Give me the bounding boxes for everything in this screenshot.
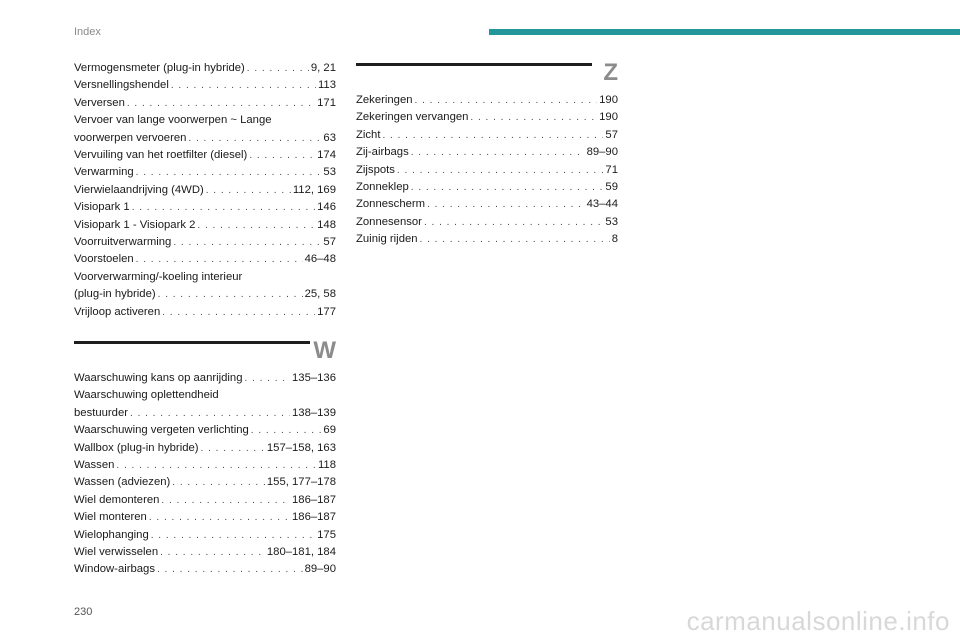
dot-leader bbox=[157, 561, 303, 578]
dot-leader bbox=[132, 199, 315, 216]
index-entry-pages: 53 bbox=[605, 215, 618, 228]
index-entry-pages: 118 bbox=[317, 459, 336, 472]
index-entry[interactable] bbox=[356, 92, 618, 109]
index-entry-label: Visiopark 1 - Visiopark 2 bbox=[74, 218, 196, 231]
index-entry-label: Zonnescherm bbox=[356, 198, 426, 211]
index-column-z bbox=[356, 60, 618, 249]
index-entry[interactable] bbox=[74, 234, 336, 251]
dot-leader bbox=[424, 214, 603, 231]
index-entry-pages: 175 bbox=[317, 528, 336, 541]
index-entry-label: Vervuiling van het roetfilter (diesel) bbox=[74, 149, 248, 162]
index-entry[interactable] bbox=[74, 492, 336, 509]
index-column-v bbox=[74, 60, 336, 321]
index-entry[interactable] bbox=[74, 527, 336, 544]
index-entry-label: Zijspots bbox=[356, 163, 395, 176]
index-entry-pages: 148 bbox=[317, 218, 336, 231]
index-entry-label: Waarschuwing vergeten verlichting bbox=[74, 424, 249, 437]
index-entry[interactable] bbox=[74, 509, 336, 526]
index-entry-label: Verversen bbox=[74, 96, 125, 109]
index-entry[interactable] bbox=[74, 457, 336, 474]
index-entry[interactable] bbox=[74, 387, 336, 422]
index-entry[interactable] bbox=[74, 269, 336, 304]
index-entry-pages: 174 bbox=[317, 149, 336, 162]
section-letter: Z bbox=[603, 59, 618, 86]
dot-leader bbox=[249, 147, 315, 164]
section-rule bbox=[74, 341, 310, 344]
index-entry-label: bestuurder bbox=[74, 406, 129, 419]
index-entry[interactable] bbox=[356, 109, 618, 126]
index-entry-pages: 53 bbox=[323, 166, 336, 179]
index-entry[interactable] bbox=[74, 561, 336, 578]
dot-leader bbox=[206, 182, 291, 199]
index-entry-label: Window-airbags bbox=[74, 563, 155, 576]
index-entry-pages: 8 bbox=[611, 233, 618, 246]
page-number: 230 bbox=[74, 606, 93, 618]
index-entry[interactable] bbox=[356, 231, 618, 248]
dot-leader bbox=[470, 109, 597, 126]
section-letter: W bbox=[313, 337, 336, 364]
index-entry[interactable] bbox=[74, 304, 336, 321]
index-entry-label: Wiel demonteren bbox=[74, 493, 160, 506]
index-entry-pages: 138–139 bbox=[292, 406, 336, 419]
dot-leader bbox=[172, 474, 265, 491]
index-entry-pages: 25, 58 bbox=[304, 288, 336, 301]
index-entry-pages: 157–158, 163 bbox=[266, 441, 336, 454]
index-entry[interactable] bbox=[74, 544, 336, 561]
dot-leader bbox=[245, 370, 291, 387]
index-entry-pages: 186–187 bbox=[292, 493, 336, 506]
dot-leader bbox=[127, 95, 315, 112]
index-entry[interactable] bbox=[74, 440, 336, 457]
header-title: Index bbox=[74, 26, 101, 38]
index-entry-pages: 89–90 bbox=[586, 146, 618, 159]
index-entry[interactable] bbox=[356, 196, 618, 213]
section-rule bbox=[356, 63, 592, 66]
dot-leader bbox=[130, 405, 290, 422]
dot-leader bbox=[427, 196, 585, 213]
index-entry-label: Verwarming bbox=[74, 166, 134, 179]
index-entry[interactable] bbox=[356, 127, 618, 144]
dot-leader bbox=[162, 304, 315, 321]
index-entry-label: Wallbox (plug-in hybride) bbox=[74, 441, 199, 454]
index-entry-label: Zonnesensor bbox=[356, 215, 422, 228]
index-entry-pages: 171 bbox=[317, 96, 336, 109]
section-header bbox=[356, 60, 618, 92]
dot-leader bbox=[411, 144, 585, 161]
dot-leader bbox=[136, 251, 303, 268]
index-entry-label: Wiel monteren bbox=[74, 511, 147, 524]
index-entry-pages: 43–44 bbox=[586, 198, 618, 211]
index-entry-label: Voorruitverwarming bbox=[74, 236, 172, 249]
index-entry-pages: 190 bbox=[599, 94, 618, 106]
index-entry-pages: 146 bbox=[317, 201, 336, 214]
index-entry-pages: 190 bbox=[599, 111, 618, 124]
index-entry-pages: 63 bbox=[323, 131, 336, 144]
index-entry-label: Voorstoelen bbox=[74, 253, 134, 266]
dot-leader bbox=[158, 286, 303, 303]
index-entry-label: (plug-in hybride) bbox=[74, 288, 156, 301]
index-entry-label-line1: Waarschuwing oplettendheid bbox=[74, 389, 219, 402]
dot-leader bbox=[173, 234, 321, 251]
index-entry-label: Zekeringen bbox=[356, 94, 413, 106]
index-entry[interactable] bbox=[74, 199, 336, 216]
index-entry[interactable] bbox=[74, 60, 336, 77]
index-entry[interactable] bbox=[74, 95, 336, 112]
dot-leader bbox=[151, 527, 315, 544]
dot-leader bbox=[397, 162, 604, 179]
dot-leader bbox=[116, 457, 316, 474]
index-entry-pages: 89–90 bbox=[304, 563, 336, 576]
dot-leader bbox=[415, 92, 598, 109]
watermark: carmanualsonline.info bbox=[686, 606, 950, 636]
index-entry-label: Wassen bbox=[74, 459, 115, 472]
index-entry-pages: 180–181, 184 bbox=[266, 546, 336, 559]
index-entry-pages: 59 bbox=[605, 181, 618, 194]
dot-leader bbox=[160, 544, 265, 561]
dot-leader bbox=[251, 422, 322, 439]
index-entry-pages: 135–136 bbox=[292, 372, 336, 384]
index-entry-pages: 46–48 bbox=[304, 253, 336, 266]
dot-leader bbox=[188, 130, 321, 147]
index-entry[interactable] bbox=[356, 144, 618, 161]
dot-leader bbox=[247, 60, 309, 77]
index-entry[interactable] bbox=[74, 147, 336, 164]
dot-leader bbox=[171, 77, 316, 94]
index-entry-pages: 69 bbox=[323, 424, 336, 437]
index-entry-label: Vierwielaandrijving (4WD) bbox=[74, 183, 204, 196]
index-entry-pages: 112, 169 bbox=[292, 183, 336, 196]
index-entry-label: Zicht bbox=[356, 128, 381, 141]
index-entry-label-line1: Voorverwarming/-koeling interieur bbox=[74, 270, 243, 283]
header-accent-bar bbox=[489, 29, 960, 35]
index-entry[interactable] bbox=[356, 162, 618, 179]
dot-leader bbox=[382, 127, 603, 144]
index-entry[interactable] bbox=[74, 112, 336, 147]
index-entry[interactable] bbox=[74, 370, 336, 387]
index-entry-label: Visiopark 1 bbox=[74, 201, 130, 214]
index-entry-label: Zuinig rijden bbox=[356, 233, 418, 246]
index-entry[interactable] bbox=[74, 217, 336, 234]
index-entry-pages: 113 bbox=[317, 79, 336, 92]
index-entry-pages: 155, 177–178 bbox=[266, 476, 336, 489]
index-column-w bbox=[74, 338, 336, 579]
index-entry-pages: 9, 21 bbox=[310, 62, 336, 74]
dot-leader bbox=[420, 231, 610, 248]
dot-leader bbox=[411, 179, 604, 196]
index-entry[interactable] bbox=[74, 251, 336, 268]
index-entry[interactable] bbox=[74, 77, 336, 94]
section-header bbox=[74, 338, 336, 370]
dot-leader bbox=[201, 440, 265, 457]
index-entry-pages: 71 bbox=[605, 163, 618, 176]
index-entry[interactable] bbox=[74, 182, 336, 199]
index-entry-label: Wassen (adviezen) bbox=[74, 476, 171, 489]
index-entry-label: Waarschuwing kans op aanrijding bbox=[74, 372, 243, 384]
index-entry-label: Zonneklep bbox=[356, 181, 409, 194]
dot-leader bbox=[161, 492, 290, 509]
index-entry-label: Versnellingshendel bbox=[74, 79, 169, 92]
index-entry[interactable] bbox=[356, 179, 618, 196]
index-entry-label: Zij-airbags bbox=[356, 146, 409, 159]
dot-leader bbox=[136, 164, 322, 181]
index-entry-label: Vermogensmeter (plug-in hybride) bbox=[74, 62, 245, 74]
index-entry-label: Vrijloop activeren bbox=[74, 305, 161, 318]
index-entry[interactable] bbox=[356, 214, 618, 231]
index-entry-label: Wielophanging bbox=[74, 528, 149, 541]
index-entry-label: Wiel verwisselen bbox=[74, 546, 159, 559]
dot-leader bbox=[197, 217, 315, 234]
index-entry-pages: 177 bbox=[317, 305, 336, 318]
index-entry-label-line1: Vervoer van lange voorwerpen ~ Lange bbox=[74, 114, 272, 127]
index-entry[interactable] bbox=[74, 164, 336, 181]
index-entry[interactable] bbox=[74, 422, 336, 439]
index-entry-pages: 57 bbox=[605, 128, 618, 141]
index-entry[interactable] bbox=[74, 474, 336, 491]
index-entry-label: voorwerpen vervoeren bbox=[74, 131, 187, 144]
index-entry-pages: 186–187 bbox=[292, 511, 336, 524]
index-entry-pages: 57 bbox=[323, 236, 336, 249]
dot-leader bbox=[149, 509, 290, 526]
index-entry-label: Zekeringen vervangen bbox=[356, 111, 469, 124]
